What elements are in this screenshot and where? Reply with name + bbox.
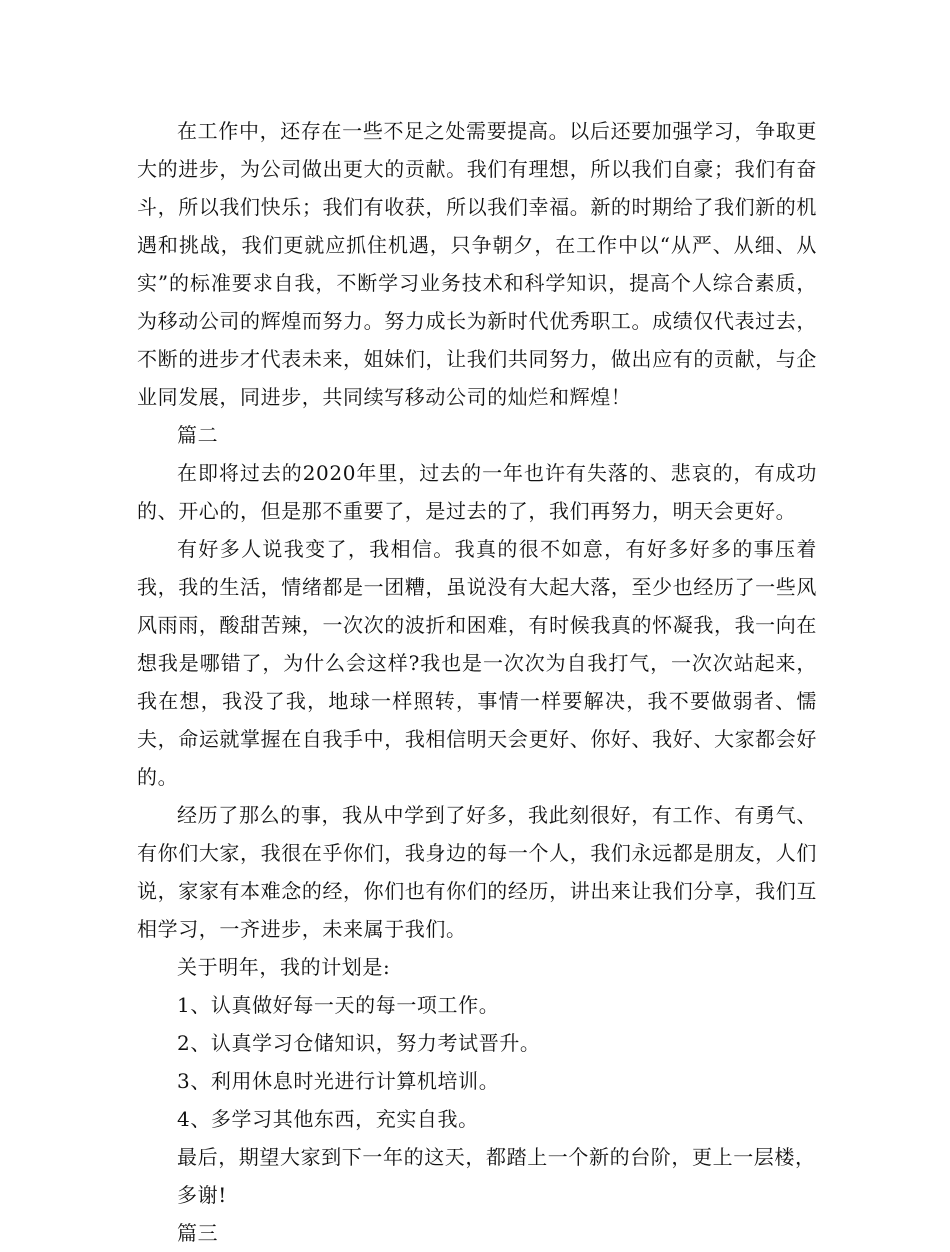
closing-line: 最后，期望大家到下一年的这天，都踏上一个新的台阶，更上一层楼，多谢! <box>177 1145 816 1207</box>
paragraph-year-end: 在即将过去的2020年里，过去的一年也许有失落的、悲哀的，有成功的、开心的，但是那不重要了，是过去的了，我们再努力，明天会更好。 <box>137 461 817 523</box>
paragraph-work-summary: 在工作中，还存在一些不足之处需要提高。以后还要加强学习，争取更大的进步，为公司做出更大的贡献。我们有理想，所以我们自豪；我们有奋斗，所以我们快乐；我们有收获，所以我们幸福。新的时期给了我们新的机遇和挑战，我们更就应抓住机遇，只争朝夕，在工作中以“从严、从细、从实”的标准要求自我，不断学习业务技术和科学知识，提高个人综合素质，为移动公司的辉煌而努力。努力成长为新时代优秀职工。成绩仅代表过去，不断的进步才代表未来，姐妹们，让我们共同努力，做出应有的贡献，与企业同发展，同进步，共同续写移动公司的灿烂和辉煌！ <box>137 119 817 409</box>
plan-item-3: 3、利用休息时光进行计算机培训。 <box>177 1069 500 1093</box>
plan-item-1: 1、认真做好每一天的每一项工作。 <box>177 993 500 1017</box>
plan-item-2: 2、认真学习仓储知识，努力考试晋升。 <box>177 1031 541 1055</box>
section-heading-part-two: 篇二 <box>177 423 219 447</box>
paragraph-experience: 经历了那么的事，我从中学到了好多，我此刻很好，有工作、有勇气、有你们大家，我很在乎你们，我身边的每一个人，我们永远都是朋友，人们说，家家有本难念的经，你们也有你们的经历，讲出来让我们分享，我们互相学习，一齐进步，未来属于我们。 <box>137 803 817 941</box>
plan-item-4: 4、多学习其他东西，充实自我。 <box>177 1107 479 1131</box>
plan-intro: 关于明年，我的计划是: <box>177 955 391 979</box>
paragraph-changes: 有好多人说我变了，我相信。我真的很不如意，有好多好多的事压着我，我的生活，情绪都是一团糟，虽说没有大起大落，至少也经历了一些风风雨雨，酸甜苦辣，一次次的波折和困难，有时候我真的怀凝我，我一向在想我是哪错了，为什么会这样?我也是一次次为自我打气，一次次站起来，我在想，我没了我，地球一样照转，事情一样要解决，我不要做弱者、懦夫，命运就掌握在自我手中，我相信明天会更好、你好、我好、大家都会好的。 <box>137 537 817 789</box>
document-page <box>137 112 817 1252</box>
section-heading-part-three: 篇三 <box>177 1221 219 1245</box>
